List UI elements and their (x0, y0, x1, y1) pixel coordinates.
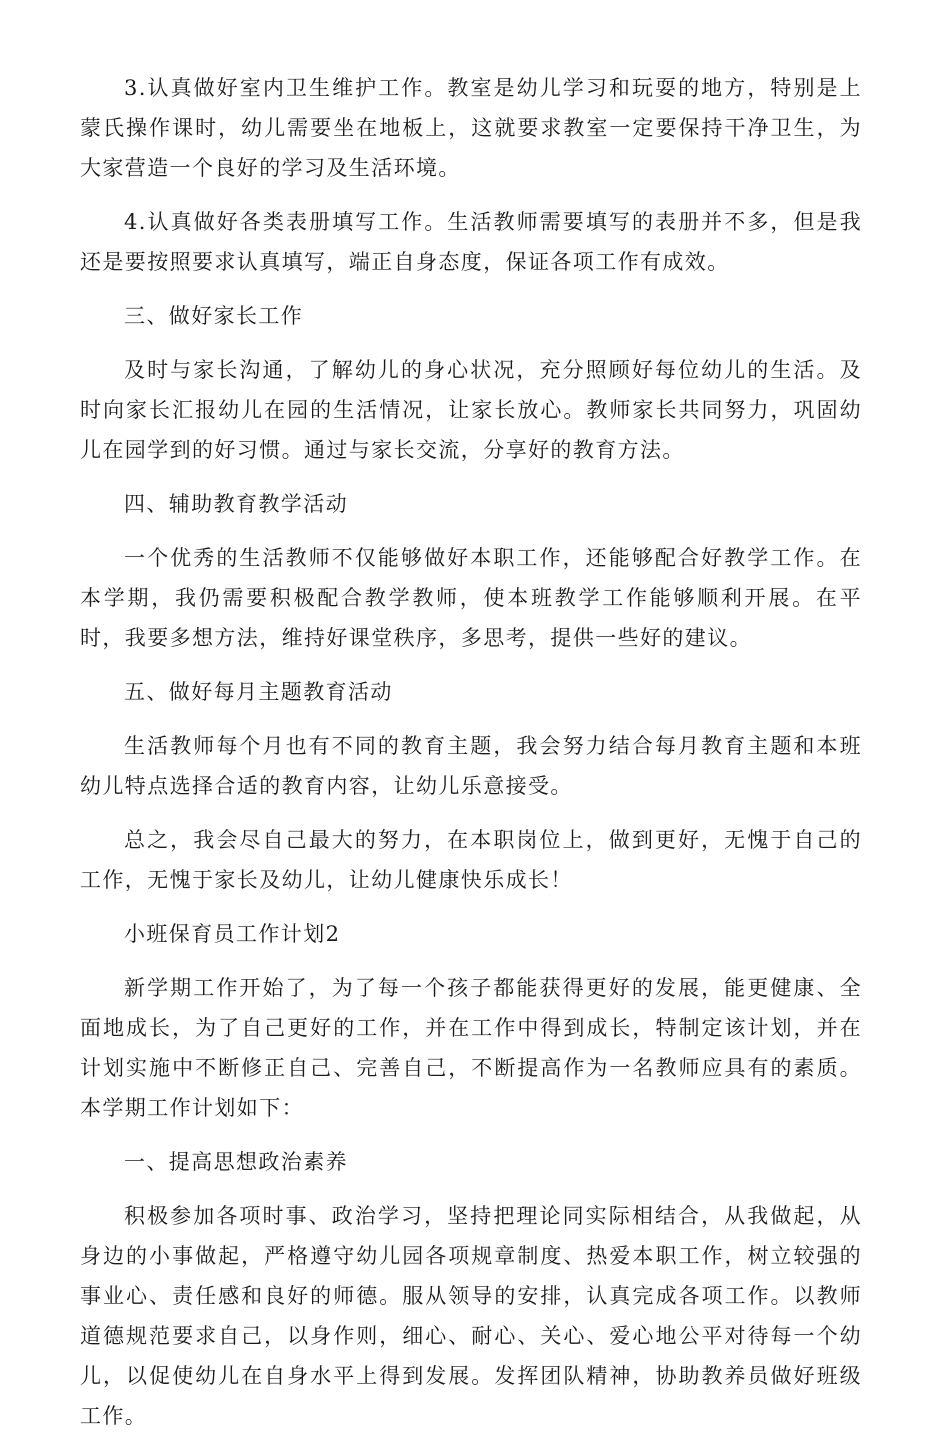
document-page (80, 68, 862, 1450)
paragraph-teaching: 一个优秀的生活教师不仅能够做好本职工作，还能够配合好教学工作。在本学期，我仍需要积极配合教学教师，使本班教学工作能够顺利开展。在平时，我要多想方法，维持好课堂秩序，多思考，提供一些好的建议。 (80, 546, 862, 650)
section-heading-teaching: 四、辅助教育教学活动 (124, 492, 348, 516)
paragraph-intro: 新学期工作开始了，为了每一个孩子都能获得更好的发展，能更健康、全面地成长，为了自己更好的工作，并在工作中得到成长，特制定该计划，并在计划实施中不断修正自己、完善自己，不断提高作为一名教师应具有的素质。本学期工作计划如下： (80, 976, 862, 1120)
paragraph-conclusion: 总之，我会尽自己最大的努力，在本职岗位上，做到更好，无愧于自己的工作，无愧于家长及幼儿，让幼儿健康快乐成长！ (80, 828, 862, 892)
paragraph-politics: 积极参加各项时事、政治学习，坚持把理论同实际相结合，从我做起，从身边的小事做起，严格遵守幼儿园各项规章制度、热爱本职工作，树立较强的事业心、责任感和良好的师德。服从领导的安排，认真完成各项工作。以教师道德规范要求自己，以身作则，细心、耐心、关心、爱心地公平对待每一个幼儿，以促使幼儿在自身水平上得到发展。发挥团队精神，协助教养员做好班级工作。 (80, 1204, 862, 1428)
section-heading-politics: 一、提高思想政治素养 (124, 1150, 348, 1174)
paragraph-monthly-theme: 生活教师每个月也有不同的教育主题，我会努力结合每月教育主题和本班幼儿特点选择合适的教育内容，让幼儿乐意接受。 (80, 734, 862, 798)
paragraph-forms: 4.认真做好各类表册填写工作。生活教师需要填写的表册并不多，但是我还是要按照要求认真填写，端正自身态度，保证各项工作有成效。 (80, 210, 862, 274)
paragraph-parents: 及时与家长沟通，了解幼儿的身心状况，充分照顾好每位幼儿的生活。及时向家长汇报幼儿在园的生活情况，让家长放心。教师家长共同努力，巩固幼儿在园学到的好习惯。通过与家长交流，分享好的教育方法。 (80, 358, 862, 462)
section-heading-monthly-theme: 五、做好每月主题教育活动 (124, 680, 393, 704)
section-heading-parents: 三、做好家长工作 (124, 304, 304, 328)
paragraph-hygiene: 3.认真做好室内卫生维护工作。教室是幼儿学习和玩耍的地方，特别是上蒙氏操作课时，幼儿需要坐在地板上，这就要求教室一定要保持干净卫生，为大家营造一个良好的学习及生活环境。 (80, 76, 862, 180)
document-subtitle: 小班保育员工作计划2 (124, 922, 341, 946)
